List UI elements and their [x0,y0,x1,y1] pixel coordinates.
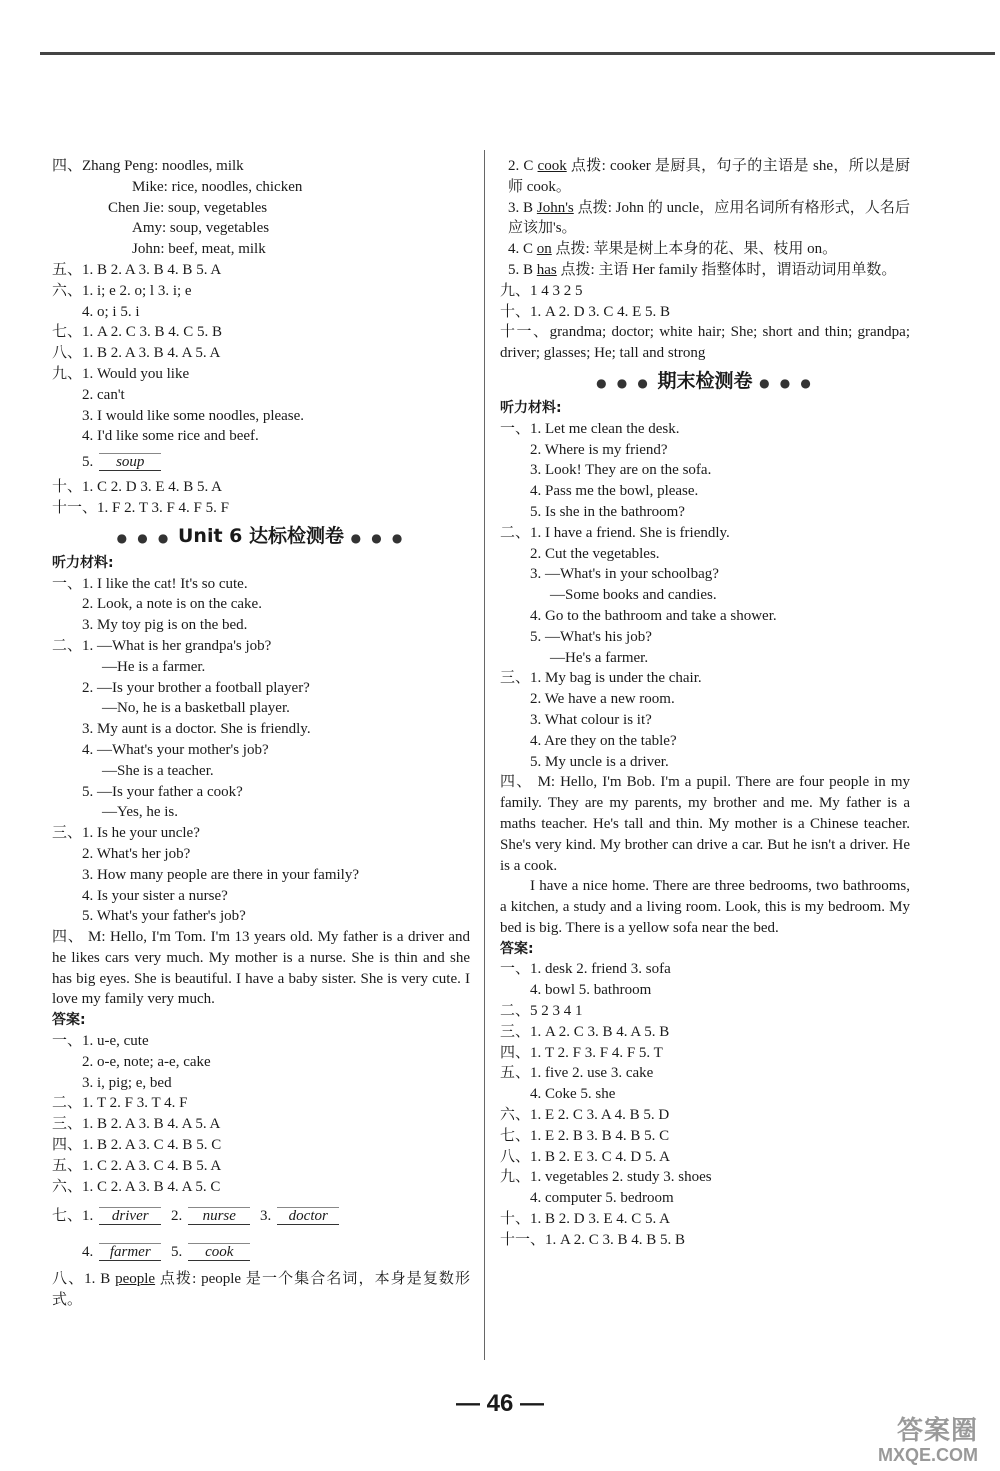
answer-line: 五、1. B 2. A 3. B 4. B 5. A [52,261,222,278]
answer-line: 十一、1. A 2. C 3. B 4. B 5. B [500,1231,686,1248]
answer-line: 三、1. A 2. C 3. B 4. A 5. B [500,1023,670,1040]
answer-line: John: beef, meat, milk [132,241,266,258]
left-column [52,156,470,1311]
handwriting-answer: soup [99,453,161,471]
handwriting-answer: driver [99,1207,161,1225]
answer-line: 四、1. T 2. F 3. F 4. F 5. T [500,1044,663,1061]
listening-line: —He is a farmer. [102,658,206,675]
answer-line: 2. o-e, note; a-e, cake [82,1053,211,1070]
subsection-label: 答案: [52,1012,86,1029]
answer-line: 4. I'd like some rice and beef. [82,428,259,445]
listening-line: —She is a teacher. [102,762,214,779]
listening-line: —Yes, he is. [102,804,178,821]
answer-line: 4. farmer 5. cook [52,1235,470,1269]
listening-line: 2. Where is my friend? [530,441,668,458]
answer-line: 3. I would like some noodles, please. [82,407,305,424]
handwriting-answer: cook [188,1243,250,1261]
answer-line: 3. i, pig; e, bed [82,1074,172,1091]
listening-line: 三、1. My bag is under the chair. [500,670,702,687]
listening-line: 5. My uncle is a driver. [530,753,669,770]
listening-line: 一、1. I like the cat! It's so cute. [52,575,248,592]
listening-line: 3. —What's in your schoolbag? [530,566,719,583]
listening-line: 3. My toy pig is on the bed. [82,617,248,634]
answer-line: 4. computer 5. bedroom [530,1190,674,1207]
answer-line: 十、1. C 2. D 3. E 4. B 5. A [52,479,223,496]
answer-line: 一、1. desk 2. friend 3. sofa [500,961,671,978]
right-column [500,156,910,1251]
answer-line: 二、1. T 2. F 3. T 4. F [52,1095,188,1112]
answer-tip: 八、1. B people 点拨: people 是一个集合名词，本身是复数形式。 [52,1271,470,1309]
handwriting-answer: nurse [188,1207,250,1225]
answer-line: 2. can't [82,386,125,403]
answer-line: 5. soup [52,447,470,477]
column-divider [484,150,485,1360]
answer-line: 4. bowl 5. bathroom [530,982,652,999]
answer-line: 五、1. C 2. A 3. C 4. B 5. A [52,1157,222,1174]
answer-line: 十一、1. F 2. T 3. F 4. F 5. F [52,499,229,516]
answer-tip: 5. B has 点拨: 主语 Her family 指整体时，谓语动词用单数。 [508,261,897,278]
listening-line: 一、1. Let me clean the desk. [500,420,680,437]
listening-line: 5. Is she in the bathroom? [530,503,685,520]
answer-line: Chen Jie: soup, vegetables [108,199,268,216]
listening-line: 三、1. Is he your uncle? [52,825,200,842]
listening-passage: 四、 M: Hello, I'm Bob. I'm a pupil. There are four people in my family. They are my parents, my brother and me. My father is a maths teacher. He's tall and thin. My mother is a Chinese teacher. She's very kind. My brother can drive a car. But he isn't a driver. He is a cook. [500,774,910,874]
answer-line: 十、1. B 2. D 3. E 4. C 5. A [500,1211,671,1228]
listening-line: —No, he is a basketball player. [102,700,290,717]
listening-line: 2. —Is your brother a football player? [82,679,310,696]
answer-line: 七、1. E 2. B 3. B 4. B 5. C [500,1127,670,1144]
subsection-label: 听力材料: [52,554,114,571]
answer-tip: 4. C on 点拨: 苹果是树上本身的花、果、枝用 on。 [508,241,838,258]
answer-line: 二、5 2 3 4 1 [500,1003,583,1020]
listening-passage: I have a nice home. There are three bedrooms, two bathrooms, a kitchen, a study and a living room. Look, this is my bedroom. My bed is big. There is a yellow sofa near the bed. [500,878,910,936]
answer-tip: 3. B John's 点拨: John 的 uncle，应用名词所有格形式，人名后应该加's。 [508,199,910,237]
listening-passage: 四、 M: Hello, I'm Tom. I'm 13 years old. My father is a driver and he likes cars very much. My mother is a nurse. She is thin and she has big eyes. She is beautiful. I have a baby sister. She is very cute. I love my family very much. [52,929,470,1008]
handwriting-answer: farmer [99,1243,161,1261]
listening-line: 4. Is your sister a nurse? [82,887,228,904]
answer-line: 一、1. u-e, cute [52,1033,149,1050]
answer-line: Mike: rice, noodles, chicken [132,178,303,195]
watermark-url: MXQE.COM [877,1445,978,1465]
answer-line: 四、1. B 2. A 3. C 4. B 5. C [52,1137,222,1154]
listening-line: 2. Look, a note is on the cake. [82,596,262,613]
answer-line: 九、1 4 3 2 5 [500,282,583,299]
page-number: — 46 — [455,1390,545,1417]
answer-tip: 2. C cook 点拨: cooker 是厨具，句子的主语是 she，所以是厨师 cook。 [508,158,910,195]
listening-line: 二、1. I have a friend. She is friendly. [500,524,730,541]
answer-line: 三、1. B 2. A 3. B 4. A 5. A [52,1116,221,1133]
listening-line: 3. How many people are there in your family? [82,866,359,883]
answer-line: 十、1. A 2. D 3. C 4. E 5. B [500,303,671,320]
watermark-logo: 答案圈 [896,1415,978,1445]
answer-line: 六、1. E 2. C 3. A 4. B 5. D [500,1107,670,1124]
listening-line: —He's a farmer. [550,649,649,666]
answer-line: 六、1. i; e 2. o; l 3. i; e [52,282,192,299]
listening-line: 5. —What's his job? [530,628,652,645]
section-title: ● ● ● Unit 6 达标检测卷 ● ● ● [116,524,406,547]
answer-line: 八、1. B 2. E 3. C 4. D 5. A [500,1148,671,1165]
listening-line: 4. —What's your mother's job? [82,741,269,758]
answer-line: 4. o; i 5. i [82,303,140,320]
answer-line: 九、1. vegetables 2. study 3. shoes [500,1169,712,1186]
section-title: ● ● ● 期末检测卷 ● ● ● [596,369,814,392]
listening-line: —Some books and candies. [550,587,717,604]
answer-line: 六、1. C 2. A 3. B 4. A 5. C [52,1178,221,1195]
answer-line: 四、Zhang Peng: noodles, milk [52,158,244,174]
answer-line: 七、1. driver 2. nurse 3. doctor [52,1197,470,1235]
top-rule [40,52,995,55]
listening-line: 5. What's your father's job? [82,908,246,925]
handwriting-answer: doctor [277,1207,339,1225]
answer-line: 八、1. B 2. A 3. B 4. A 5. A [52,345,221,362]
answer-line: 十一、grandma; doctor; white hair; She; short and thin; grandpa; driver; glasses; He; tall and strong [500,324,910,362]
answer-line: 4. Coke 5. she [530,1086,616,1103]
listening-line: 4. Go to the bathroom and take a shower. [530,607,777,624]
listening-line: 4. Are they on the table? [530,732,677,749]
answer-line: Amy: soup, vegetables [132,220,270,237]
answer-line: 九、1. Would you like [52,365,190,382]
listening-line: 2. We have a new room. [530,691,675,708]
listening-line: 2. What's her job? [82,845,191,862]
answer-line: 七、1. A 2. C 3. B 4. C 5. B [52,324,223,341]
listening-line: 3. My aunt is a doctor. She is friendly. [82,721,311,738]
listening-line: 二、1. —What is her grandpa's job? [52,637,272,654]
listening-line: 5. —Is your father a cook? [82,783,243,800]
listening-line: 2. Cut the vegetables. [530,545,660,562]
subsection-label: 听力材料: [500,399,562,416]
listening-line: 3. What colour is it? [530,711,652,728]
listening-line: 3. Look! They are on the sofa. [530,462,712,479]
subsection-label: 答案: [500,940,534,957]
answer-line: 五、1. five 2. use 3. cake [500,1065,654,1082]
listening-line: 4. Pass me the bowl, please. [530,483,699,500]
